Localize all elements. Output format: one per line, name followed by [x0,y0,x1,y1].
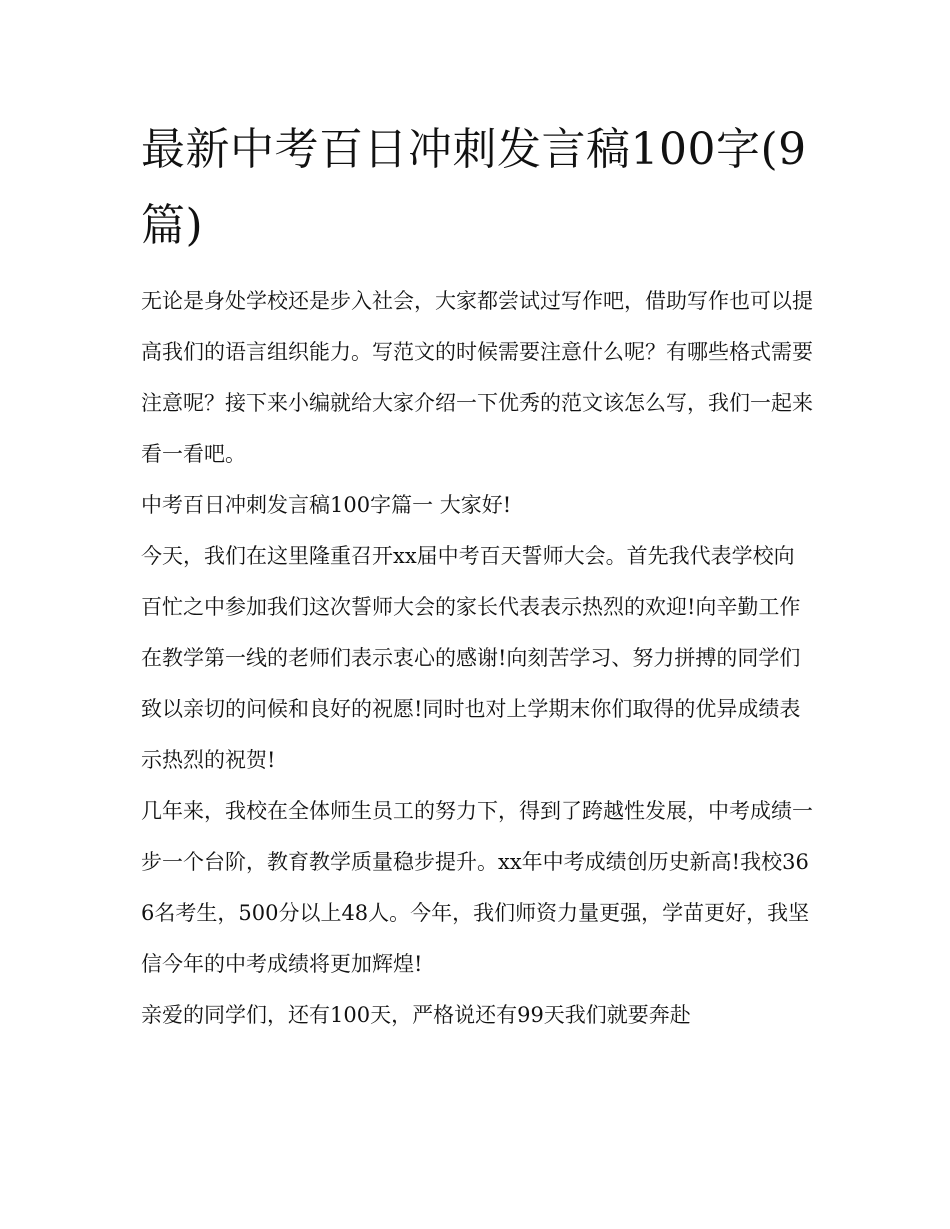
body-paragraph: 几年来，我校在全体师生员工的努力下，得到了跨越性发展，中考成绩一步一个台阶，教育教学质量稳步提升。xx年中考成绩创历史新高!我校366名考生，500分以上48人。今年，我们师资力量更强，学苗更好，我坚信今年的中考成绩将更加辉煌! [141,799,813,976]
section-heading-paragraph: 中考百日冲刺发言稿100字篇一 大家好! [141,493,512,517]
document-body [141,276,813,1041]
document-title: 最新中考百日冲刺发言稿100字(9篇) [141,124,807,251]
intro-paragraph: 无论是身处学校还是步入社会，大家都尝试过写作吧，借助写作也可以提高我们的语言组织能力。写范文的时候需要注意什么呢？有哪些格式需要注意呢？接下来小编就给大家介绍一下优秀的范文该怎么写，我们一起来看一看吧。 [141,289,813,466]
body-paragraph: 今天，我们在这里隆重召开xx届中考百天誓师大会。首先我代表学校向百忙之中参加我们这次誓师大会的家长代表表示热烈的欢迎!向辛勤工作在教学第一线的老师们表示衷心的感谢!向刻苦学习、努力拼搏的同学们致以亲切的问候和良好的祝愿!同时也对上学期末你们取得的优异成绩表示热烈的祝贺! [141,544,801,772]
document-content [141,112,813,1041]
body-paragraph: 亲爱的同学们，还有100天，严格说还有99天我们就要奔赴 [141,1003,691,1027]
